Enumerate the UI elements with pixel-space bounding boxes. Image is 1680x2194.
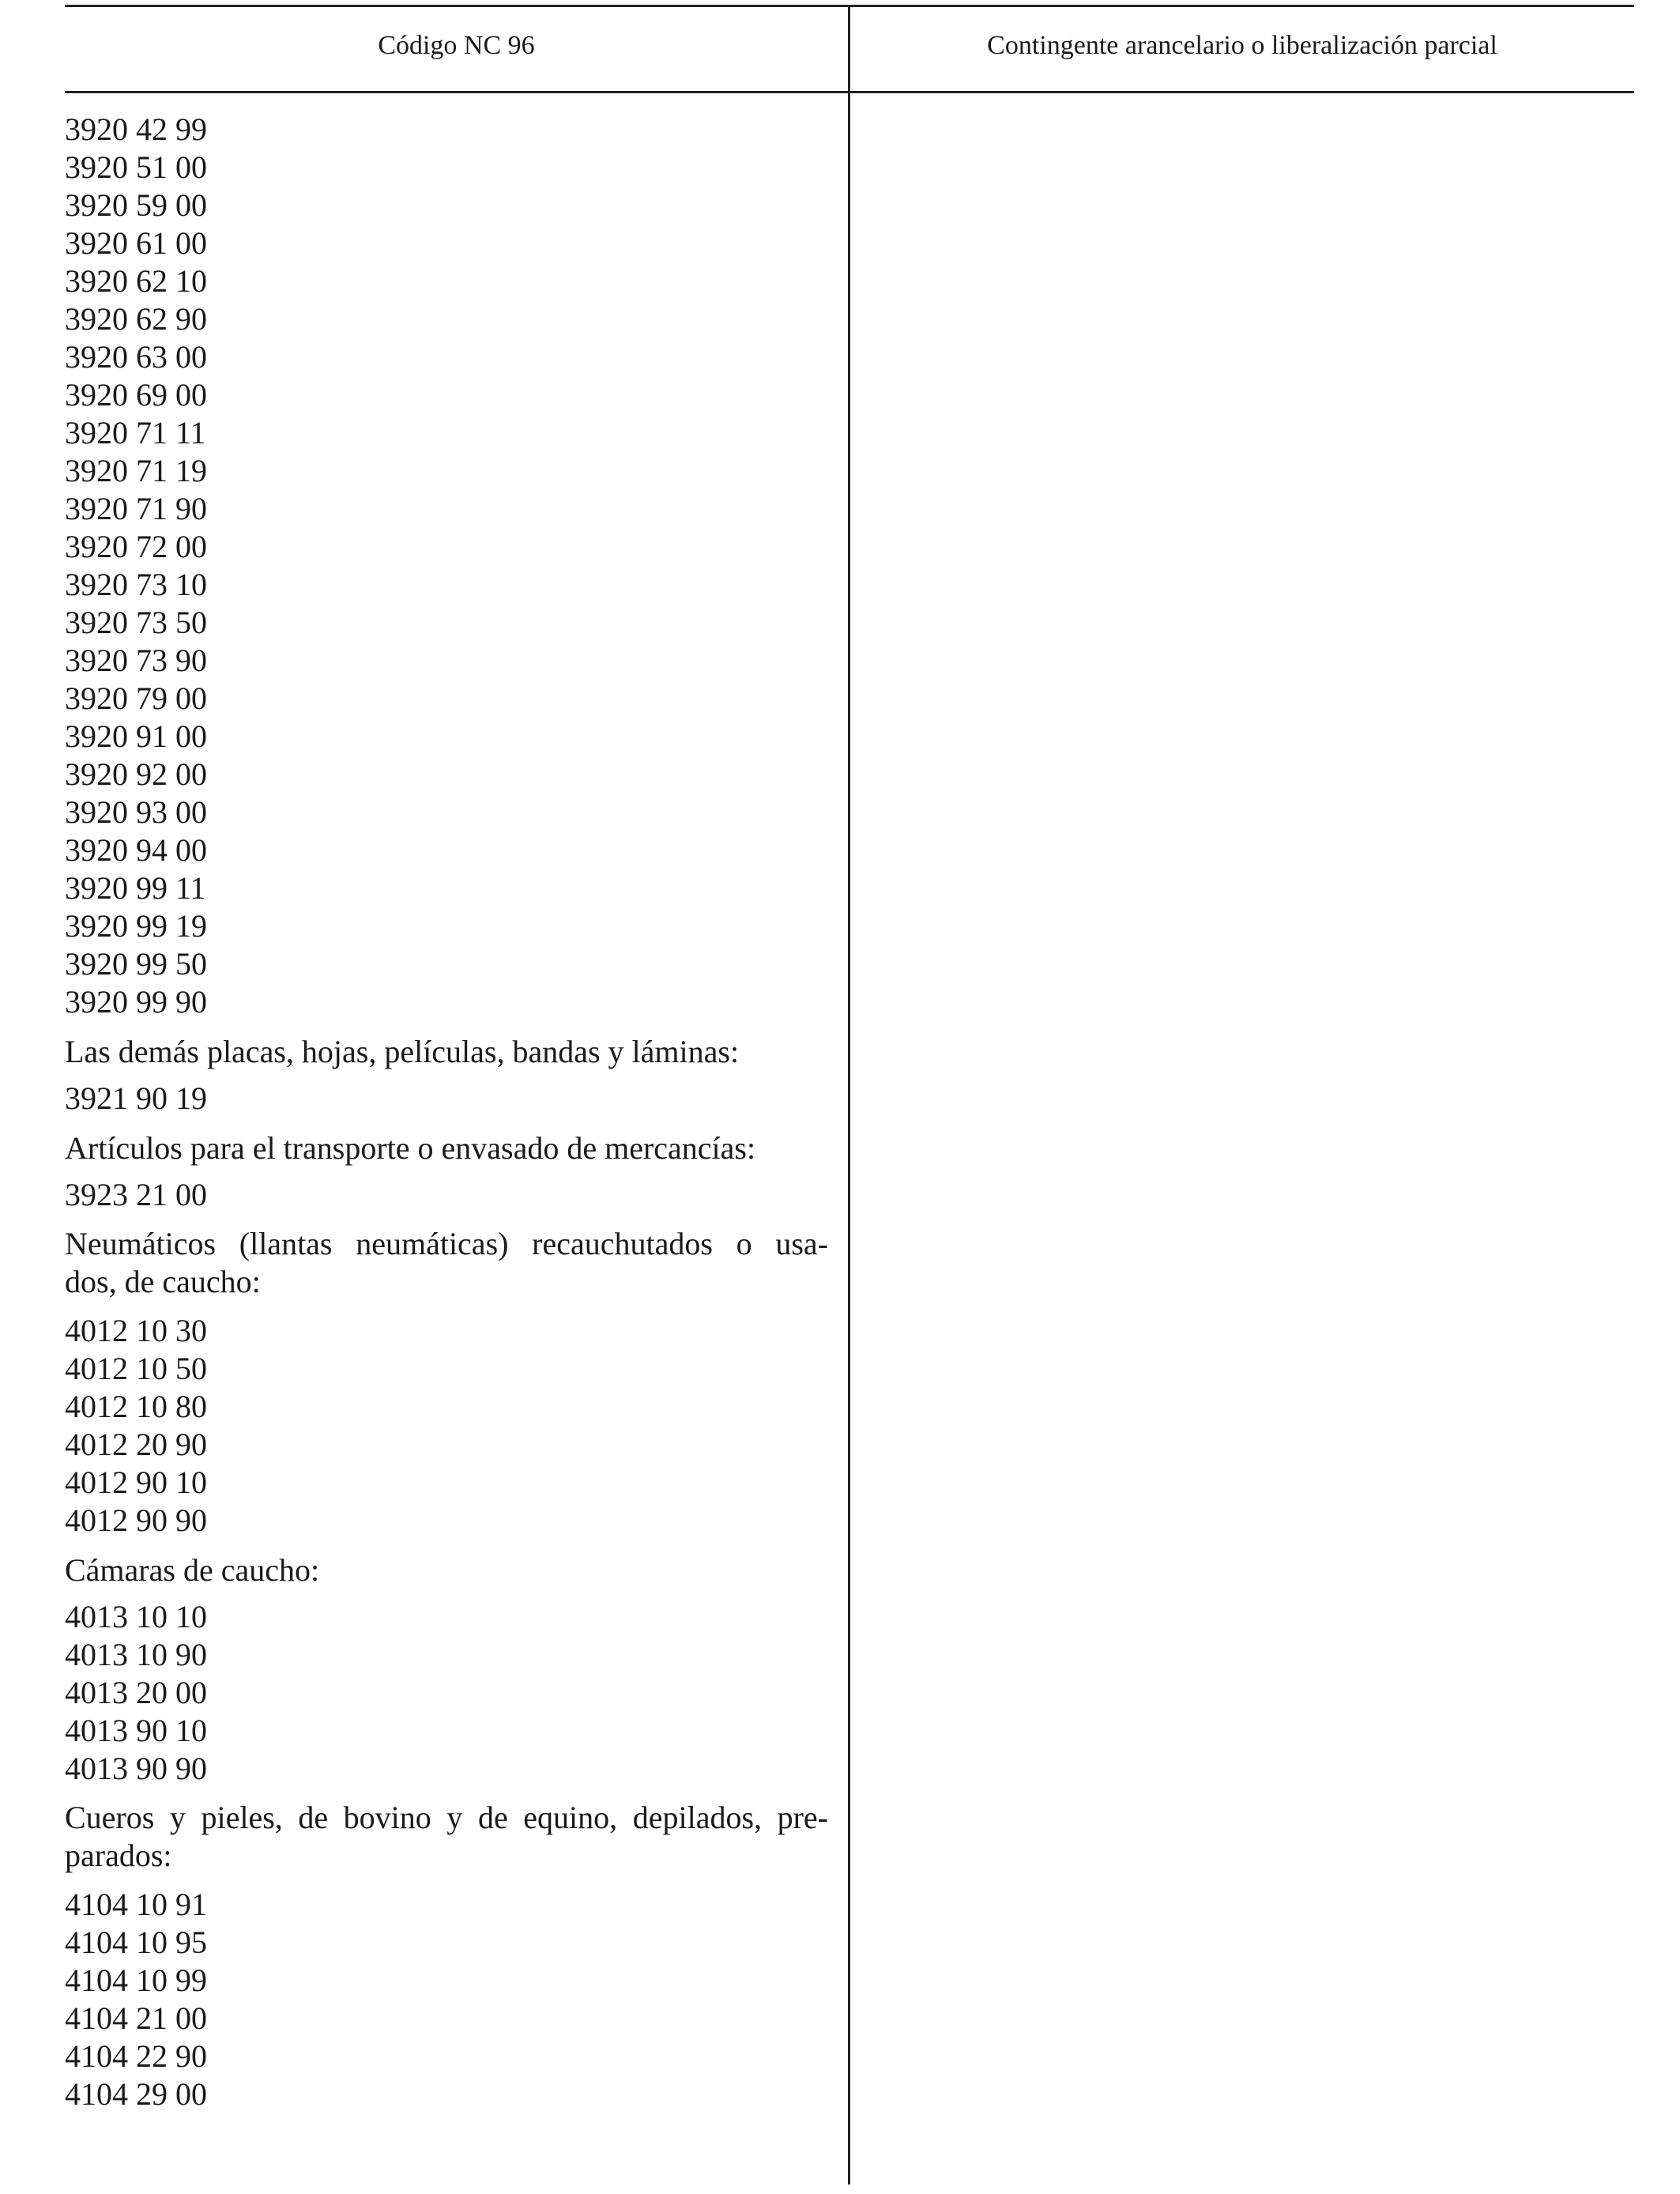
code-entry: 4104 29 00 bbox=[65, 2076, 207, 2112]
code-entry: 3920 73 90 bbox=[65, 643, 207, 678]
code-entry: 3920 99 11 bbox=[65, 870, 206, 906]
code-entry: 3920 69 00 bbox=[65, 377, 207, 413]
code-entry: 3920 42 99 bbox=[65, 111, 207, 147]
code-group bbox=[65, 1176, 828, 1214]
code-entry: 3920 61 00 bbox=[65, 225, 207, 261]
column-divider bbox=[848, 5, 850, 2185]
code-entry: 4012 10 50 bbox=[65, 1351, 207, 1386]
code-column bbox=[65, 111, 828, 2113]
code-entry: 3920 63 00 bbox=[65, 339, 207, 375]
code-entry: 3920 59 00 bbox=[65, 187, 207, 223]
code-group bbox=[65, 1312, 828, 1540]
code-entry: 3920 91 00 bbox=[65, 718, 207, 754]
group-heading bbox=[65, 1799, 828, 1875]
code-entry: 3920 99 19 bbox=[65, 908, 207, 944]
code-entry: 4012 10 80 bbox=[65, 1389, 207, 1424]
code-entry: 3920 62 10 bbox=[65, 263, 207, 299]
code-entry: 3920 93 00 bbox=[65, 794, 207, 830]
code-entry: 3920 71 90 bbox=[65, 491, 207, 526]
code-entry: 3920 73 50 bbox=[65, 605, 207, 640]
group-heading-line: parados: bbox=[65, 1838, 172, 1873]
code-entry: 4104 10 99 bbox=[65, 1962, 207, 1998]
code-group bbox=[65, 1886, 828, 2113]
group-heading: Cámaras de caucho: bbox=[65, 1552, 320, 1588]
code-entry: 3920 92 00 bbox=[65, 756, 207, 792]
code-entry: 3920 51 00 bbox=[65, 149, 207, 185]
code-entry: 3921 90 19 bbox=[65, 1080, 207, 1116]
code-entry: 4012 10 30 bbox=[65, 1313, 207, 1348]
code-entry: 3920 71 19 bbox=[65, 453, 207, 488]
group-heading: Las demás placas, hojas, películas, bandas y láminas: bbox=[65, 1034, 740, 1069]
code-group bbox=[65, 1080, 828, 1118]
code-entry: 4012 90 10 bbox=[65, 1465, 207, 1500]
code-group bbox=[65, 1598, 828, 1788]
code-entry: 4013 90 90 bbox=[65, 1751, 207, 1786]
group-heading: Artículos para el transporte o envasado de mercancías: bbox=[65, 1130, 756, 1166]
code-entry: 4013 10 90 bbox=[65, 1637, 207, 1672]
code-entry: 4013 20 00 bbox=[65, 1675, 207, 1710]
code-entry: 3920 62 90 bbox=[65, 301, 207, 337]
code-entry: 3920 79 00 bbox=[65, 680, 207, 716]
column-header-quota: Contingente arancelario o liberalización parcial bbox=[987, 31, 1497, 60]
code-entry: 3920 99 90 bbox=[65, 984, 207, 1020]
code-entry: 3920 94 00 bbox=[65, 832, 207, 868]
code-entry: 3920 73 10 bbox=[65, 567, 207, 602]
code-entry: 4104 10 91 bbox=[65, 1887, 207, 1922]
code-entry: 3920 72 00 bbox=[65, 529, 207, 564]
group-heading-line: Neumáticos (llantas neumáticas) recauchutados o usa- bbox=[65, 1226, 828, 1261]
code-entry: 4013 10 10 bbox=[65, 1599, 207, 1634]
group-heading bbox=[65, 1225, 828, 1301]
group-heading-line: dos, de caucho: bbox=[65, 1264, 261, 1299]
code-entry: 3920 71 11 bbox=[65, 415, 206, 450]
code-entry: 4104 21 00 bbox=[65, 2000, 207, 2036]
code-entry: 4104 10 95 bbox=[65, 1924, 207, 1960]
code-entry: 3923 21 00 bbox=[65, 1177, 207, 1212]
code-entry: 4012 20 90 bbox=[65, 1427, 207, 1462]
column-header-code: Código NC 96 bbox=[378, 31, 535, 60]
code-entry: 4013 90 10 bbox=[65, 1713, 207, 1748]
code-entry: 4104 22 90 bbox=[65, 2038, 207, 2074]
group-heading-line: Cueros y pieles, de bovino y de equino, depilados, pre- bbox=[65, 1800, 828, 1835]
code-group bbox=[65, 111, 828, 1021]
code-entry: 3920 99 50 bbox=[65, 946, 207, 982]
code-entry: 4012 90 90 bbox=[65, 1502, 207, 1538]
